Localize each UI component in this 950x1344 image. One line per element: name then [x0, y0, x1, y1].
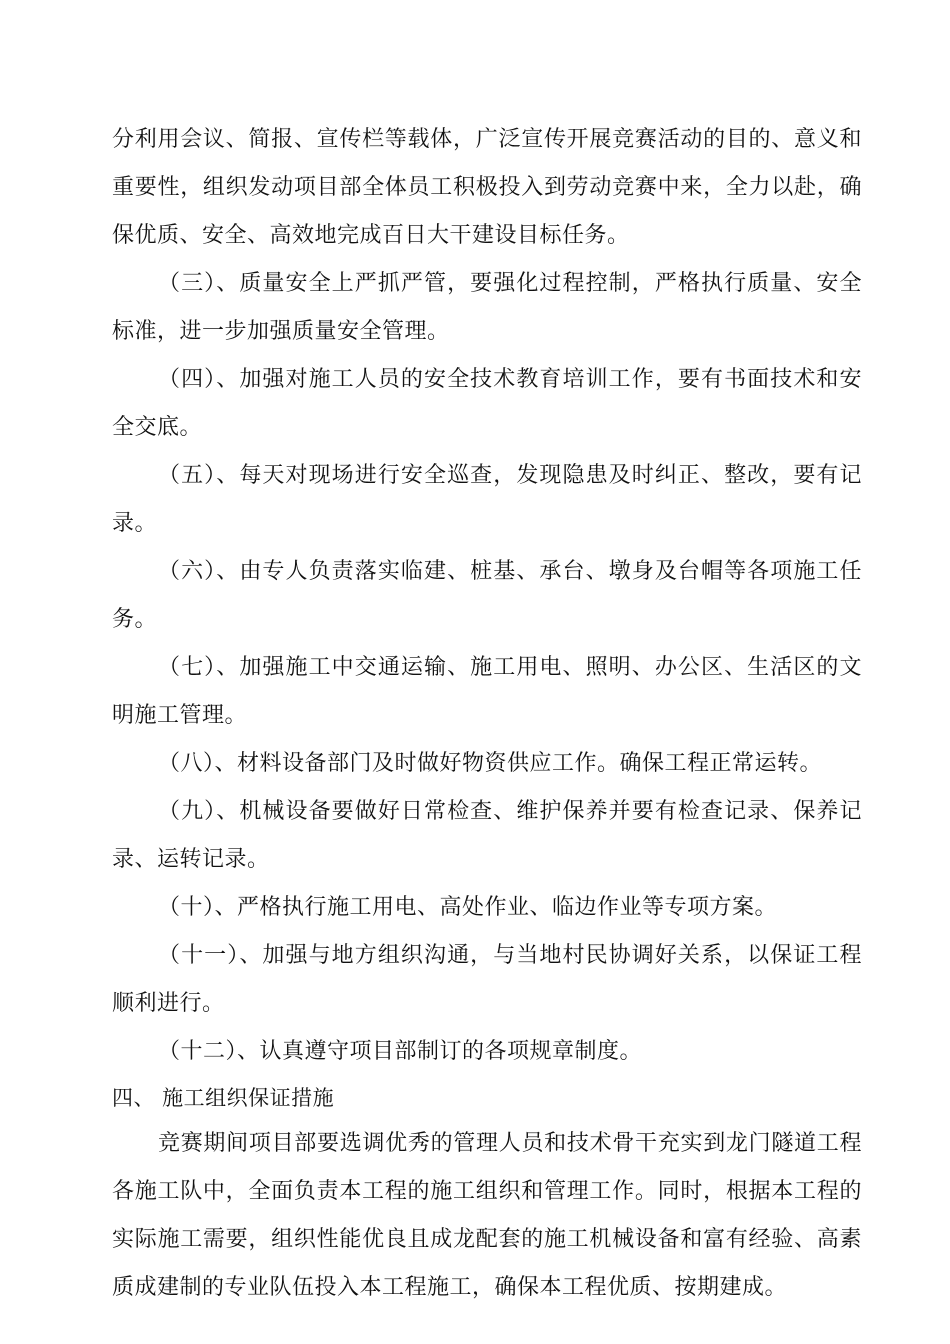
paragraph-item-5: （五）、每天对现场进行安全巡查，发现隐患及时纠正、整改，要有记录。: [112, 463, 862, 536]
document-body: [112, 116, 862, 1312]
paragraph-organization-measures: 竞赛期间项目部要选调优秀的管理人员和技术骨干充实到龙门隧道工程各施工队中，全面负责本工程的施工组织和管理工作。同时，根据本工程的实际施工需要，组织性能优良且成龙配套的施工机械设备和富有经验、高素质成建制的专业队伍投入本工程施工，确保本工程优质、按期建成。: [112, 1131, 862, 1300]
paragraph-item-12: （十二）、认真遵守项目部制订的各项规章制度。: [158, 1039, 643, 1064]
paragraph-item-11: （十一）、加强与地方组织沟通，与当地村民协调好关系，以保证工程顺利进行。: [112, 943, 862, 1016]
paragraph-publicity-continuation: 分利用会议、简报、宣传栏等载体，广泛宣传开展竞赛活动的目的、意义和重要性，组织发动项目部全体员工积极投入到劳动竞赛中来，全力以赴，确保优质、安全、高效地完成百日大干建设目标任务。: [112, 127, 862, 248]
paragraph-item-3: （三）、质量安全上严抓严管，要强化过程控制，严格执行质量、安全标准，进一步加强质量安全管理。: [112, 271, 862, 344]
paragraph-item-8: （八）、材料设备部门及时做好物资供应工作。确保工程正常运转。: [158, 751, 823, 776]
paragraph-item-7: （七）、加强施工中交通运输、施工用电、照明、办公区、生活区的文明施工管理。: [112, 655, 862, 728]
section-heading-4: 四、 施工组织保证措施: [112, 1086, 335, 1110]
paragraph-item-10: （十）、严格执行施工用电、高处作业、临边作业等专项方案。: [158, 895, 778, 920]
paragraph-item-4: （四）、加强对施工人员的安全技术教育培训工作，要有书面技术和安全交底。: [112, 367, 862, 440]
paragraph-item-9: （九）、机械设备要做好日常检查、维护保养并要有检查记录、保养记录、运转记录。: [112, 799, 862, 872]
paragraph-item-6: （六）、由专人负责落实临建、桩基、承台、墩身及台帽等各项施工任务。: [112, 559, 862, 632]
